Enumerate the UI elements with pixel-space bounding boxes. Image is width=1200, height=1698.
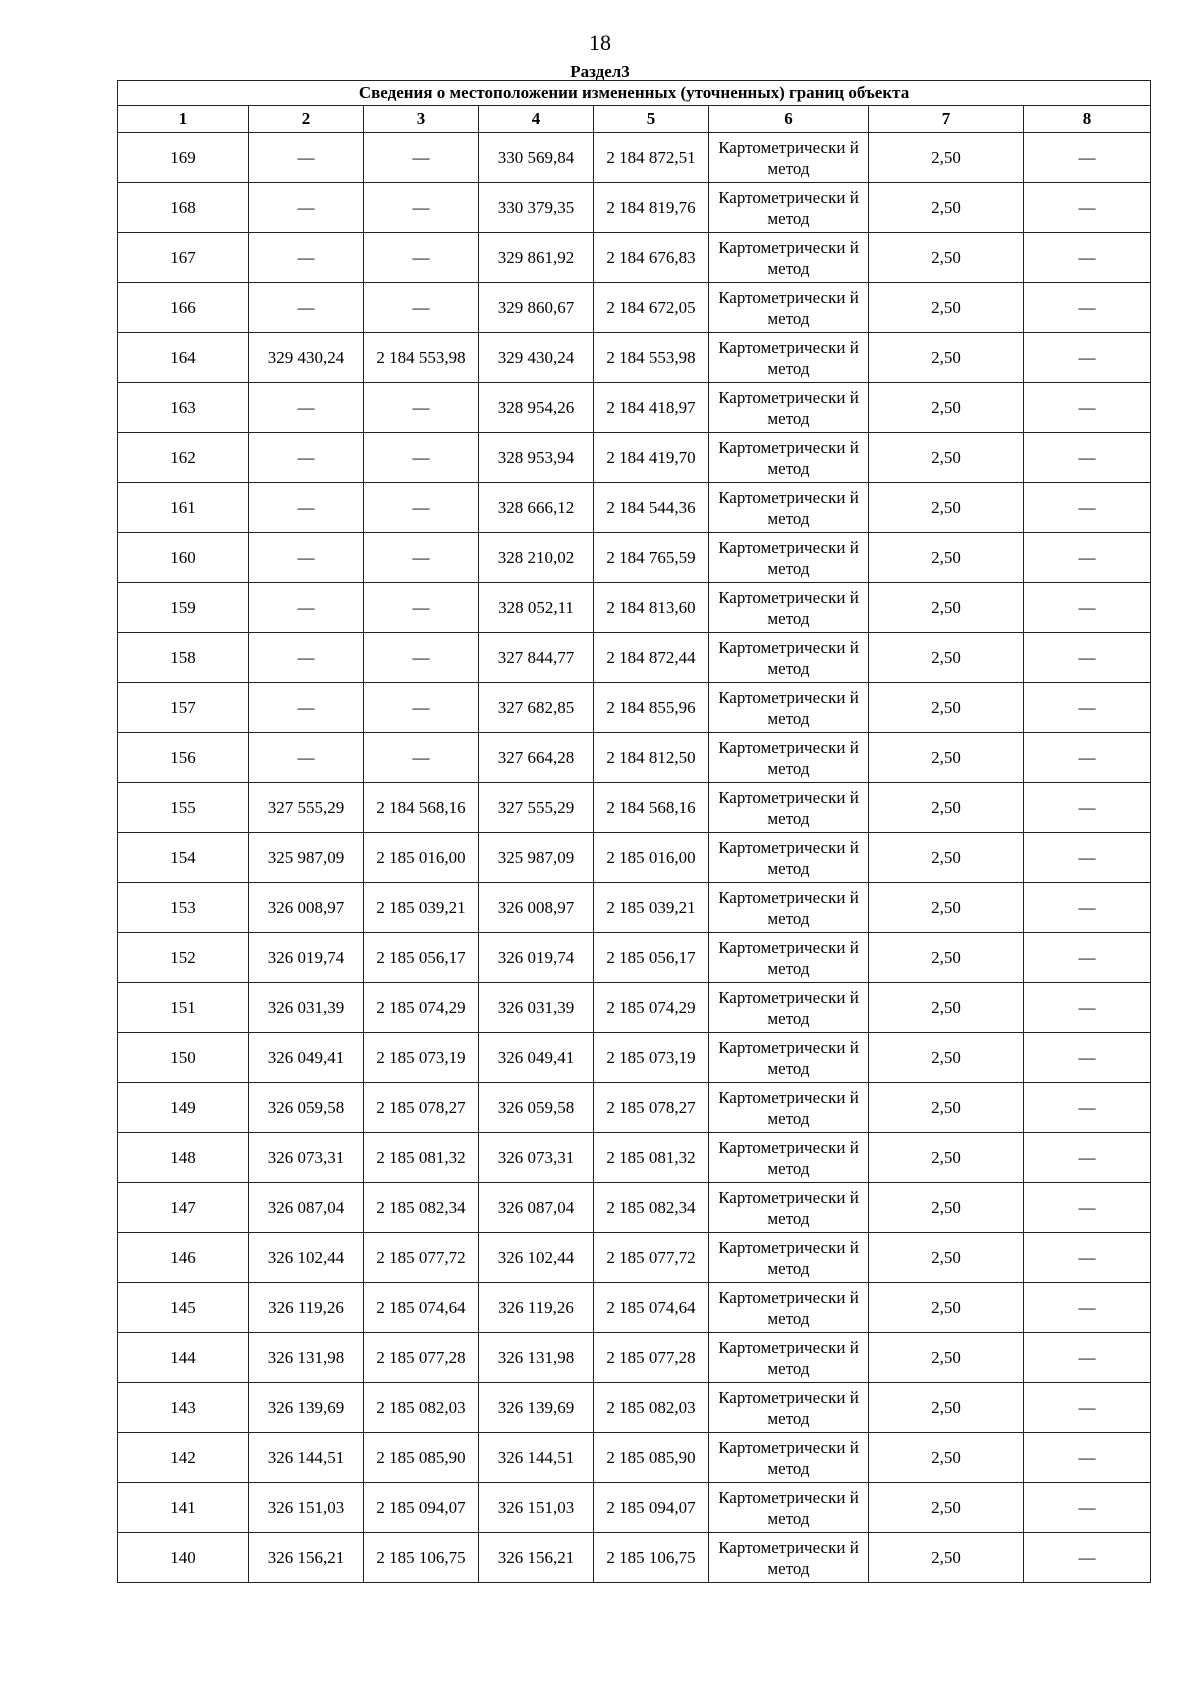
table-cell-col-2: 326 119,26 xyxy=(249,1283,364,1333)
table-cell-col-5: 2 185 016,00 xyxy=(594,833,709,883)
table-cell-col-7: 2,50 xyxy=(869,1483,1024,1533)
table-cell-col-8: — xyxy=(1024,1483,1151,1533)
table-cell-col-5: 2 185 077,72 xyxy=(594,1233,709,1283)
table-cell-col-2: — xyxy=(249,683,364,733)
table-cell-col-3: 2 185 077,72 xyxy=(364,1233,479,1283)
table-cell-col-7: 2,50 xyxy=(869,1533,1024,1583)
table-cell-col-5: 2 184 872,44 xyxy=(594,633,709,683)
table-cell-col-6: Картометрически й метод xyxy=(709,1233,869,1283)
table-cell-col-2: — xyxy=(249,483,364,533)
table-cell-col-5: 2 184 419,70 xyxy=(594,433,709,483)
table-cell-col-8: — xyxy=(1024,833,1151,883)
table-cell-col-7: 2,50 xyxy=(869,333,1024,383)
table-row xyxy=(118,933,1151,983)
table-cell-col-3: — xyxy=(364,733,479,783)
table-row xyxy=(118,883,1151,933)
table-cell-col-4: 329 860,67 xyxy=(479,283,594,333)
table-row xyxy=(118,183,1151,233)
table-cell-col-2: — xyxy=(249,183,364,233)
table-cell-col-2: 326 156,21 xyxy=(249,1533,364,1583)
table-cell-col-3: — xyxy=(364,683,479,733)
table-row xyxy=(118,1333,1151,1383)
table-cell-col-5: 2 184 855,96 xyxy=(594,683,709,733)
table-cell-col-2: — xyxy=(249,383,364,433)
table-cell-col-6: Картометрически й метод xyxy=(709,433,869,483)
table-row xyxy=(118,1483,1151,1533)
table-cell-col-8: — xyxy=(1024,983,1151,1033)
table-cell-col-6: Картометрически й метод xyxy=(709,1333,869,1383)
column-header-8: 8 xyxy=(1024,106,1151,133)
table-cell-col-7: 2,50 xyxy=(869,883,1024,933)
table-cell-col-7: 2,50 xyxy=(869,733,1024,783)
table-cell-col-8: — xyxy=(1024,1283,1151,1333)
table-cell-col-4: 326 139,69 xyxy=(479,1383,594,1433)
table-cell-col-5: 2 185 082,03 xyxy=(594,1383,709,1433)
table-cell-col-1: 143 xyxy=(118,1383,249,1433)
table-cell-col-7: 2,50 xyxy=(869,583,1024,633)
table-cell-col-5: 2 184 676,83 xyxy=(594,233,709,283)
table-cell-col-6: Картометрически й метод xyxy=(709,1183,869,1233)
table-cell-col-1: 150 xyxy=(118,1033,249,1083)
table-cell-col-5: 2 184 812,50 xyxy=(594,733,709,783)
table-cell-col-3: — xyxy=(364,533,479,583)
table-cell-col-5: 2 185 082,34 xyxy=(594,1183,709,1233)
table-cell-col-6: Картометрически й метод xyxy=(709,283,869,333)
table-cell-col-6: Картометрически й метод xyxy=(709,1383,869,1433)
table-cell-col-4: 329 861,92 xyxy=(479,233,594,283)
table-cell-col-6: Картометрически й метод xyxy=(709,483,869,533)
table-cell-col-6: Картометрически й метод xyxy=(709,183,869,233)
table-cell-col-2: — xyxy=(249,633,364,683)
table-cell-col-2: 329 430,24 xyxy=(249,333,364,383)
table-cell-col-6: Картометрически й метод xyxy=(709,833,869,883)
table-cell-col-6: Картометрически й метод xyxy=(709,1533,869,1583)
table-cell-col-2: 326 151,03 xyxy=(249,1483,364,1533)
table-cell-col-8: — xyxy=(1024,133,1151,183)
table-cell-col-1: 160 xyxy=(118,533,249,583)
table-cell-col-7: 2,50 xyxy=(869,1283,1024,1333)
table-cell-col-1: 145 xyxy=(118,1283,249,1333)
section-label: Раздел3 xyxy=(570,62,630,81)
table-cell-col-6: Картометрически й метод xyxy=(709,733,869,783)
table-row xyxy=(118,1283,1151,1333)
table-cell-col-6: Картометрически й метод xyxy=(709,1483,869,1533)
table-cell-col-2: — xyxy=(249,433,364,483)
table-cell-col-5: 2 185 073,19 xyxy=(594,1033,709,1083)
table-cell-col-1: 157 xyxy=(118,683,249,733)
table-cell-col-1: 162 xyxy=(118,433,249,483)
table-cell-col-2: — xyxy=(249,533,364,583)
table-cell-col-4: 328 953,94 xyxy=(479,433,594,483)
table-cell-col-5: 2 184 568,16 xyxy=(594,783,709,833)
table-cell-col-7: 2,50 xyxy=(869,133,1024,183)
table-cell-col-2: — xyxy=(249,583,364,633)
table-cell-col-3: 2 185 077,28 xyxy=(364,1333,479,1383)
table-cell-col-7: 2,50 xyxy=(869,683,1024,733)
table-cell-col-4: 328 210,02 xyxy=(479,533,594,583)
table-row xyxy=(118,833,1151,883)
column-header-row xyxy=(118,106,1151,133)
table-cell-col-4: 325 987,09 xyxy=(479,833,594,883)
table-cell-col-6: Картометрически й метод xyxy=(709,633,869,683)
table-cell-col-1: 154 xyxy=(118,833,249,883)
table-cell-col-6: Картометрически й метод xyxy=(709,883,869,933)
table-cell-col-8: — xyxy=(1024,533,1151,583)
table-row xyxy=(118,983,1151,1033)
table-cell-col-4: 328 052,11 xyxy=(479,583,594,633)
table-cell-col-8: — xyxy=(1024,1233,1151,1283)
table-cell-col-4: 326 102,44 xyxy=(479,1233,594,1283)
table-cell-col-2: — xyxy=(249,133,364,183)
table-cell-col-8: — xyxy=(1024,633,1151,683)
table-cell-col-7: 2,50 xyxy=(869,933,1024,983)
table-cell-col-5: 2 184 418,97 xyxy=(594,383,709,433)
table-cell-col-4: 326 008,97 xyxy=(479,883,594,933)
table-cell-col-7: 2,50 xyxy=(869,283,1024,333)
table-cell-col-8: — xyxy=(1024,483,1151,533)
table-cell-col-6: Картометрически й метод xyxy=(709,983,869,1033)
table-cell-col-4: 330 379,35 xyxy=(479,183,594,233)
table-row xyxy=(118,1083,1151,1133)
table-cell-col-3: 2 185 081,32 xyxy=(364,1133,479,1183)
table-cell-col-4: 327 555,29 xyxy=(479,783,594,833)
table-cell-col-6: Картометрически й метод xyxy=(709,1283,869,1333)
table-cell-col-4: 326 059,58 xyxy=(479,1083,594,1133)
table-cell-col-5: 2 184 765,59 xyxy=(594,533,709,583)
table-cell-col-1: 151 xyxy=(118,983,249,1033)
table-cell-col-4: 330 569,84 xyxy=(479,133,594,183)
table-cell-col-5: 2 185 081,32 xyxy=(594,1133,709,1183)
table-cell-col-2: — xyxy=(249,283,364,333)
table-cell-col-7: 2,50 xyxy=(869,1133,1024,1183)
table-cell-col-1: 140 xyxy=(118,1533,249,1583)
table-cell-col-6: Картометрически й метод xyxy=(709,1083,869,1133)
table-cell-col-1: 142 xyxy=(118,1433,249,1483)
table-cell-col-5: 2 184 553,98 xyxy=(594,333,709,383)
table-row xyxy=(118,1383,1151,1433)
table-cell-col-6: Картометрически й метод xyxy=(709,683,869,733)
table-cell-col-8: — xyxy=(1024,1183,1151,1233)
table-cell-col-2: 326 102,44 xyxy=(249,1233,364,1283)
table-cell-col-8: — xyxy=(1024,733,1151,783)
table-cell-col-4: 326 031,39 xyxy=(479,983,594,1033)
table-cell-col-3: — xyxy=(364,483,479,533)
table-row xyxy=(118,433,1151,483)
table-row xyxy=(118,783,1151,833)
table-cell-col-3: 2 185 085,90 xyxy=(364,1433,479,1483)
table-cell-col-7: 2,50 xyxy=(869,833,1024,883)
table-cell-col-6: Картометрически й метод xyxy=(709,383,869,433)
table-cell-col-1: 169 xyxy=(118,133,249,183)
table-cell-col-2: — xyxy=(249,733,364,783)
table-cell-col-7: 2,50 xyxy=(869,1433,1024,1483)
table-cell-col-1: 158 xyxy=(118,633,249,683)
table-cell-col-5: 2 185 077,28 xyxy=(594,1333,709,1383)
table-row xyxy=(118,233,1151,283)
table-cell-col-1: 148 xyxy=(118,1133,249,1183)
table-row xyxy=(118,683,1151,733)
table-cell-col-7: 2,50 xyxy=(869,633,1024,683)
table-cell-col-1: 163 xyxy=(118,383,249,433)
table-row xyxy=(118,283,1151,333)
table-cell-col-4: 326 119,26 xyxy=(479,1283,594,1333)
table-body xyxy=(118,133,1151,1583)
table-cell-col-7: 2,50 xyxy=(869,1333,1024,1383)
table-cell-col-5: 2 185 094,07 xyxy=(594,1483,709,1533)
table-row xyxy=(118,383,1151,433)
table-cell-col-5: 2 185 039,21 xyxy=(594,883,709,933)
table-cell-col-8: — xyxy=(1024,1383,1151,1433)
table-cell-col-6: Картометрически й метод xyxy=(709,783,869,833)
table-cell-col-1: 146 xyxy=(118,1233,249,1283)
table-cell-col-5: 2 184 544,36 xyxy=(594,483,709,533)
table-cell-col-8: — xyxy=(1024,683,1151,733)
table-cell-col-8: — xyxy=(1024,583,1151,633)
table-row xyxy=(118,1033,1151,1083)
table-cell-col-3: 2 185 073,19 xyxy=(364,1033,479,1083)
table-cell-col-3: — xyxy=(364,383,479,433)
column-header-2: 2 xyxy=(249,106,364,133)
table-row xyxy=(118,1133,1151,1183)
table-cell-col-3: — xyxy=(364,183,479,233)
column-header-3: 3 xyxy=(364,106,479,133)
table-cell-col-4: 326 156,21 xyxy=(479,1533,594,1583)
table-row xyxy=(118,633,1151,683)
table-cell-col-3: 2 185 074,29 xyxy=(364,983,479,1033)
table-cell-col-1: 159 xyxy=(118,583,249,633)
table-cell-col-2: 326 059,58 xyxy=(249,1083,364,1133)
table-cell-col-8: — xyxy=(1024,1333,1151,1383)
table-cell-col-8: — xyxy=(1024,383,1151,433)
table-cell-col-2: 326 144,51 xyxy=(249,1433,364,1483)
table-cell-col-3: 2 185 082,03 xyxy=(364,1383,479,1433)
table-cell-col-1: 152 xyxy=(118,933,249,983)
table-cell-col-1: 155 xyxy=(118,783,249,833)
table-cell-col-7: 2,50 xyxy=(869,433,1024,483)
table-cell-col-7: 2,50 xyxy=(869,1083,1024,1133)
table-cell-col-1: 147 xyxy=(118,1183,249,1233)
table-cell-col-5: 2 185 085,90 xyxy=(594,1433,709,1483)
table-cell-col-5: 2 184 672,05 xyxy=(594,283,709,333)
table-row xyxy=(118,733,1151,783)
table-row xyxy=(118,533,1151,583)
table-row xyxy=(118,483,1151,533)
table-cell-col-4: 326 131,98 xyxy=(479,1333,594,1383)
table-cell-col-8: — xyxy=(1024,1133,1151,1183)
table-cell-col-8: — xyxy=(1024,1533,1151,1583)
table-row xyxy=(118,1233,1151,1283)
table-cell-col-4: 326 087,04 xyxy=(479,1183,594,1233)
table-cell-col-6: Картометрически й метод xyxy=(709,533,869,583)
table-cell-col-4: 326 049,41 xyxy=(479,1033,594,1083)
table-cell-col-3: 2 184 553,98 xyxy=(364,333,479,383)
table-cell-col-8: — xyxy=(1024,333,1151,383)
table-cell-col-3: 2 185 056,17 xyxy=(364,933,479,983)
table-cell-col-2: 325 987,09 xyxy=(249,833,364,883)
table-cell-col-8: — xyxy=(1024,283,1151,333)
table-cell-col-8: — xyxy=(1024,183,1151,233)
table-cell-col-2: — xyxy=(249,233,364,283)
table-cell-col-3: — xyxy=(364,283,479,333)
table-row xyxy=(118,133,1151,183)
table-row xyxy=(118,333,1151,383)
table-cell-col-6: Картометрически й метод xyxy=(709,1033,869,1083)
section-title: Сведения о местоположении измененных (уточненных) границ объекта xyxy=(118,81,1151,106)
page-number: 18 xyxy=(589,30,611,55)
table-cell-col-2: 326 049,41 xyxy=(249,1033,364,1083)
table-cell-col-3: 2 185 106,75 xyxy=(364,1533,479,1583)
table-cell-col-3: 2 185 082,34 xyxy=(364,1183,479,1233)
table-cell-col-1: 164 xyxy=(118,333,249,383)
table-cell-col-1: 153 xyxy=(118,883,249,933)
table-cell-col-8: — xyxy=(1024,233,1151,283)
table-cell-col-3: — xyxy=(364,633,479,683)
table-cell-col-2: 326 008,97 xyxy=(249,883,364,933)
table-cell-col-6: Картометрически й метод xyxy=(709,933,869,983)
table-cell-col-7: 2,50 xyxy=(869,183,1024,233)
table-row xyxy=(118,583,1151,633)
table-cell-col-4: 326 144,51 xyxy=(479,1433,594,1483)
table-cell-col-1: 166 xyxy=(118,283,249,333)
table-cell-col-2: 326 087,04 xyxy=(249,1183,364,1233)
table-cell-col-4: 328 666,12 xyxy=(479,483,594,533)
table-cell-col-1: 168 xyxy=(118,183,249,233)
column-header-1: 1 xyxy=(118,106,249,133)
table-cell-col-1: 141 xyxy=(118,1483,249,1533)
table-cell-col-7: 2,50 xyxy=(869,1233,1024,1283)
table-cell-col-4: 329 430,24 xyxy=(479,333,594,383)
table-cell-col-8: — xyxy=(1024,933,1151,983)
table-cell-col-5: 2 184 872,51 xyxy=(594,133,709,183)
table-cell-col-1: 161 xyxy=(118,483,249,533)
table-cell-col-8: — xyxy=(1024,783,1151,833)
column-header-6: 6 xyxy=(709,106,869,133)
table-cell-col-5: 2 185 106,75 xyxy=(594,1533,709,1583)
table-cell-col-8: — xyxy=(1024,883,1151,933)
table-cell-col-2: 326 139,69 xyxy=(249,1383,364,1433)
table-cell-col-7: 2,50 xyxy=(869,1183,1024,1233)
table-cell-col-6: Картометрически й метод xyxy=(709,233,869,283)
table-cell-col-7: 2,50 xyxy=(869,233,1024,283)
table-cell-col-4: 327 844,77 xyxy=(479,633,594,683)
table-cell-col-8: — xyxy=(1024,1433,1151,1483)
table-cell-col-4: 326 151,03 xyxy=(479,1483,594,1533)
table-cell-col-3: 2 185 039,21 xyxy=(364,883,479,933)
table-cell-col-1: 167 xyxy=(118,233,249,283)
table-cell-col-3: 2 184 568,16 xyxy=(364,783,479,833)
table-cell-col-1: 156 xyxy=(118,733,249,783)
table-cell-col-3: — xyxy=(364,583,479,633)
table-cell-col-7: 2,50 xyxy=(869,533,1024,583)
table-cell-col-1: 149 xyxy=(118,1083,249,1133)
table-cell-col-5: 2 185 074,29 xyxy=(594,983,709,1033)
table-cell-col-7: 2,50 xyxy=(869,983,1024,1033)
table-cell-col-3: 2 185 094,07 xyxy=(364,1483,479,1533)
table-cell-col-5: 2 185 074,64 xyxy=(594,1283,709,1333)
boundary-coordinates-table xyxy=(117,80,1151,1583)
table-cell-col-1: 144 xyxy=(118,1333,249,1383)
table-cell-col-5: 2 184 819,76 xyxy=(594,183,709,233)
table-cell-col-8: — xyxy=(1024,1033,1151,1083)
table-cell-col-2: 326 131,98 xyxy=(249,1333,364,1383)
table-cell-col-7: 2,50 xyxy=(869,1033,1024,1083)
column-header-5: 5 xyxy=(594,106,709,133)
table-cell-col-3: 2 185 016,00 xyxy=(364,833,479,883)
table-cell-col-4: 326 073,31 xyxy=(479,1133,594,1183)
table-row xyxy=(118,1433,1151,1483)
table-cell-col-3: — xyxy=(364,233,479,283)
table-cell-col-8: — xyxy=(1024,433,1151,483)
table-cell-col-3: 2 185 074,64 xyxy=(364,1283,479,1333)
table-row xyxy=(118,1533,1151,1583)
table-cell-col-5: 2 185 078,27 xyxy=(594,1083,709,1133)
table-cell-col-4: 328 954,26 xyxy=(479,383,594,433)
table-cell-col-2: 327 555,29 xyxy=(249,783,364,833)
table-cell-col-3: — xyxy=(364,433,479,483)
table-cell-col-2: 326 019,74 xyxy=(249,933,364,983)
table-cell-col-3: 2 185 078,27 xyxy=(364,1083,479,1133)
table-cell-col-2: 326 031,39 xyxy=(249,983,364,1033)
table-cell-col-5: 2 184 813,60 xyxy=(594,583,709,633)
column-header-4: 4 xyxy=(479,106,594,133)
table-cell-col-8: — xyxy=(1024,1083,1151,1133)
table-cell-col-7: 2,50 xyxy=(869,1383,1024,1433)
table-cell-col-3: — xyxy=(364,133,479,183)
table-cell-col-6: Картометрически й метод xyxy=(709,1433,869,1483)
table-cell-col-7: 2,50 xyxy=(869,783,1024,833)
table-cell-col-6: Картометрически й метод xyxy=(709,133,869,183)
table-cell-col-4: 327 664,28 xyxy=(479,733,594,783)
column-header-7: 7 xyxy=(869,106,1024,133)
table-cell-col-7: 2,50 xyxy=(869,483,1024,533)
table-row xyxy=(118,1183,1151,1233)
table-cell-col-5: 2 185 056,17 xyxy=(594,933,709,983)
table-cell-col-6: Картометрически й метод xyxy=(709,583,869,633)
table-cell-col-6: Картометрически й метод xyxy=(709,333,869,383)
table-cell-col-6: Картометрически й метод xyxy=(709,1133,869,1183)
table-cell-col-2: 326 073,31 xyxy=(249,1133,364,1183)
table-cell-col-4: 327 682,85 xyxy=(479,683,594,733)
table-cell-col-4: 326 019,74 xyxy=(479,933,594,983)
table-cell-col-7: 2,50 xyxy=(869,383,1024,433)
